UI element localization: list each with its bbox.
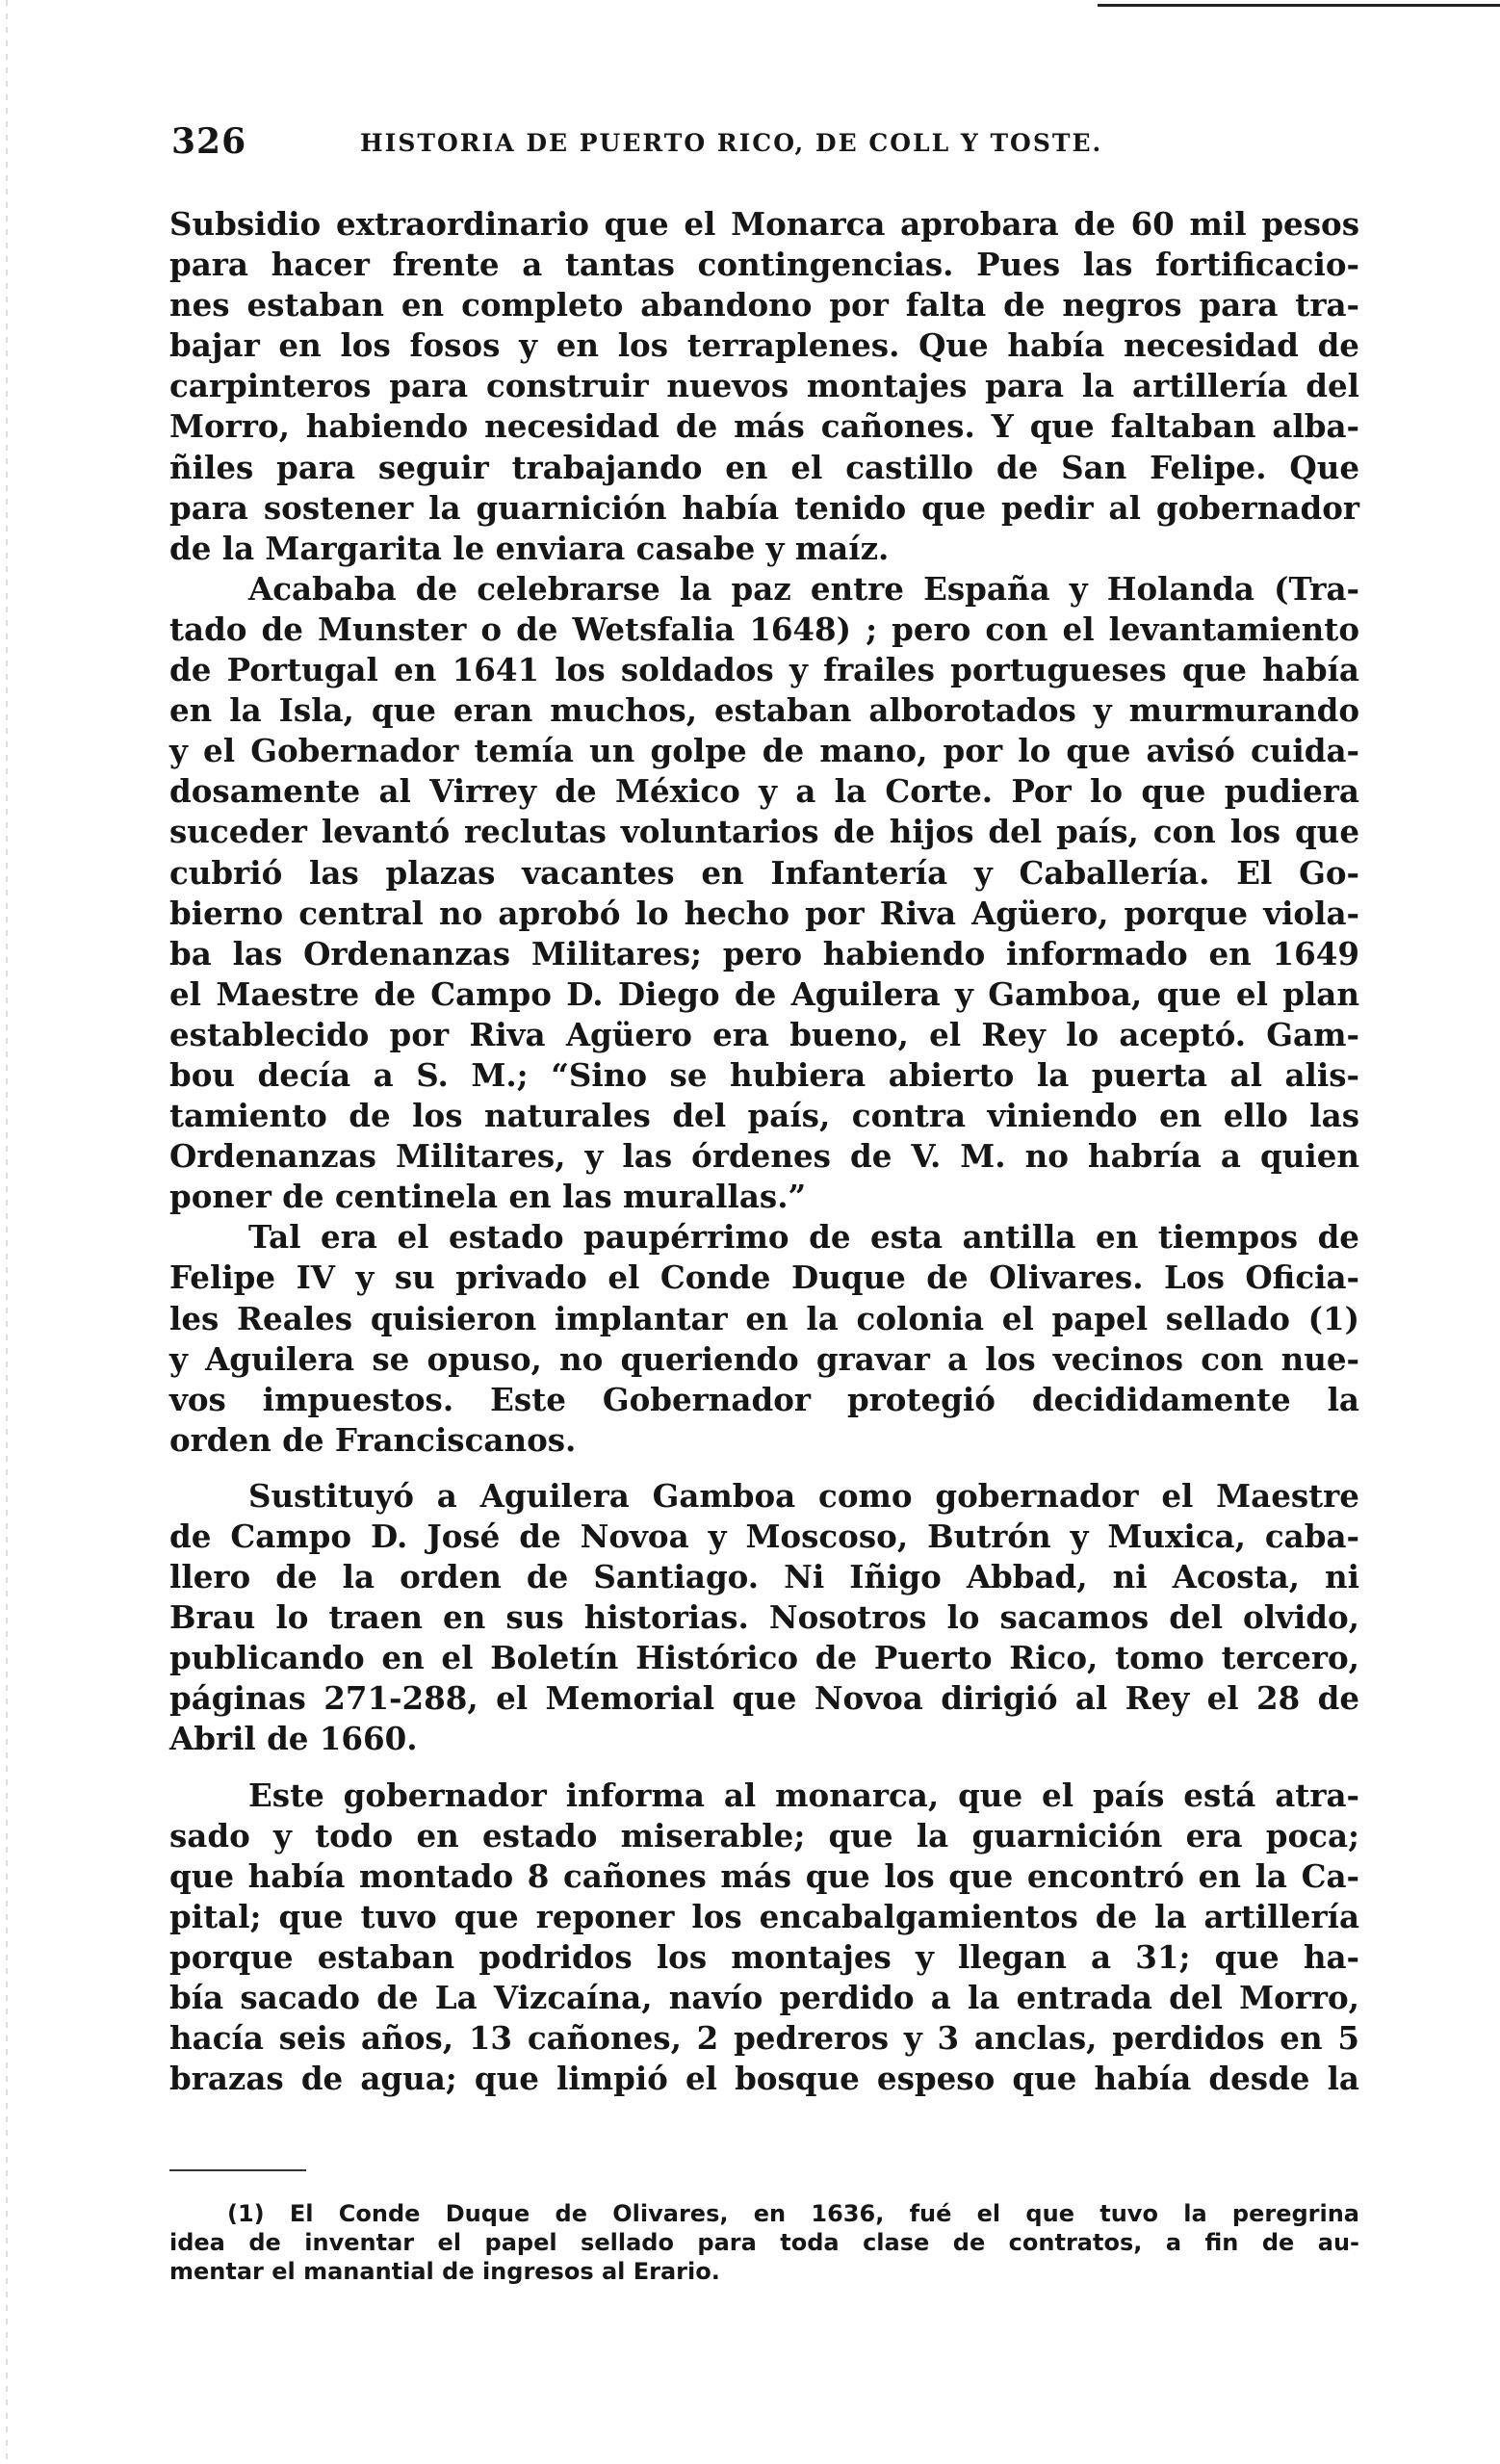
text-line: bierno central no aprobó lo hecho por Riva Agüero, porque viola- bbox=[169, 894, 1359, 932]
text-line: de Portugal en 1641 los soldados y frailes portugueses que había bbox=[169, 651, 1359, 689]
text-line: bou decía a S. M.; “Sino se hubiera abierto la puerta al alis- bbox=[169, 1055, 1359, 1094]
footnote-rule bbox=[169, 2169, 306, 2171]
text-line: orden de Franciscanos. bbox=[169, 1420, 577, 1459]
text-line: bajar en los fosos y en los terraplenes. Que había necesidad de bbox=[169, 326, 1359, 365]
page-left-edge bbox=[6, 0, 8, 2464]
text-line: cubrió las plazas vacantes en Infantería y Caballería. El Go- bbox=[169, 853, 1359, 892]
text-line: poner de centinela en las murallas.” bbox=[169, 1178, 807, 1216]
page-header bbox=[171, 121, 1356, 179]
page-number: 326 bbox=[171, 121, 247, 162]
text-line: Este gobernador informa al monarca, que el país está atra- bbox=[248, 1776, 1359, 1814]
text-line: hacía seis años, 13 cañones, 2 pedreros y 3 anclas, perdidos en 5 bbox=[169, 2019, 1359, 2058]
text-line: Tal era el estado paupérrimo de esta antilla en tiempos de bbox=[248, 1218, 1359, 1257]
text-line: sado y todo en estado miserable; que la guarnición era poca; bbox=[169, 1816, 1359, 1854]
text-line: carpinteros para construir nuevos montajes para la artillería del bbox=[169, 367, 1359, 405]
body-text bbox=[169, 204, 1359, 2099]
footnote-line: mentar el manantial de ingresos al Erario. bbox=[169, 2258, 720, 2285]
text-line: porque estaban podridos los montajes y llegan a 31; que ha- bbox=[169, 1937, 1359, 1976]
text-line: el Maestre de Campo D. Diego de Aguilera y Gamboa, que el plan bbox=[169, 974, 1359, 1013]
text-line: Felipe IV y su privado el Conde Duque de Olivares. Los Oficia- bbox=[169, 1258, 1359, 1297]
text-line: suceder levantó reclutas voluntarios de hijos del país, con los que bbox=[169, 813, 1359, 851]
text-line: tamiento de los naturales del país, contra viniendo en ello las bbox=[169, 1097, 1359, 1135]
text-line: Sustituyó a Aguilera Gamboa como gobernador el Maestre bbox=[248, 1476, 1359, 1515]
text-line: Abril de 1660. bbox=[169, 1720, 418, 1758]
text-line: dosamente al Virrey de México y a la Corte. Por lo que pudiera bbox=[169, 772, 1359, 811]
text-line: tado de Munster o de Wetsfalia 1648) ; pero con el levantamiento bbox=[169, 610, 1359, 648]
text-line: llero de la orden de Santiago. Ni Iñigo Abbad, ni Acosta, ni bbox=[169, 1558, 1359, 1596]
text-line: Brau lo traen en sus historias. Nosotros lo sacamos del olvido, bbox=[169, 1598, 1359, 1637]
footnote bbox=[169, 2199, 1359, 2286]
text-line: bía sacado de La Vizcaína, navío perdido a la entrada del Morro, bbox=[169, 1979, 1359, 2017]
running-head: HISTORIA DE PUERTO RICO, DE COLL Y TOSTE. bbox=[360, 129, 1103, 157]
text-line: de la Margarita le enviara casabe y maíz. bbox=[169, 529, 890, 567]
text-line: y Aguilera se opuso, no queriendo gravar a los vecinos con nue- bbox=[169, 1339, 1359, 1378]
text-line: brazas de agua; que limpió el bosque espeso que había desde la bbox=[169, 2060, 1359, 2098]
text-line: de Campo D. José de Novoa y Moscoso, Butrón y Muxica, caba- bbox=[169, 1517, 1359, 1555]
text-line: publicando en el Boletín Histórico de Puerto Rico, tomo tercero, bbox=[169, 1639, 1359, 1677]
footnote-line: (1) El Conde Duque de Olivares, en 1636, fué el que tuvo la peregrina bbox=[227, 2200, 1359, 2227]
text-line: pital; que tuvo que reponer los encabalgamientos de la artillería bbox=[169, 1897, 1359, 1935]
text-line: ñiles para seguir trabajando en el castillo de San Felipe. Que bbox=[169, 448, 1359, 486]
text-line: páginas 271-288, el Memorial que Novoa dirigió al Rey el 28 de bbox=[169, 1679, 1359, 1718]
footnote-line: idea de inventar el papel sellado para toda clase de contratos, a fin de au- bbox=[169, 2229, 1359, 2256]
text-line: establecido por Riva Agüero era bueno, el Rey lo aceptó. Gam- bbox=[169, 1015, 1359, 1053]
text-line: Subsidio extraordinario que el Monarca aprobara de 60 mil pesos bbox=[169, 205, 1359, 243]
text-line: nes estaban en completo abandono por falta de negros para tra- bbox=[169, 286, 1359, 324]
text-line: para hacer frente a tantas contingencias. Pues las fortificacio- bbox=[169, 246, 1359, 284]
text-line: Ordenanzas Militares, y las órdenes de V. M. no habría a quien bbox=[169, 1137, 1359, 1176]
text-line: en la Isla, que eran muchos, estaban alborotados y murmurando bbox=[169, 691, 1359, 730]
text-line: ba las Ordenanzas Militares; pero habiendo informado en 1649 bbox=[169, 934, 1359, 973]
top-edge-rule bbox=[1098, 4, 1500, 7]
text-line: Morro, habiendo necesidad de más cañones. Y que faltaban alba- bbox=[169, 407, 1359, 446]
text-line: que había montado 8 cañones más que los que encontró en la Ca- bbox=[169, 1856, 1359, 1895]
text-line: Acababa de celebrarse la paz entre España y Holanda (Tra- bbox=[248, 569, 1359, 608]
text-line: les Reales quisieron implantar en la colonia el papel sellado (1) bbox=[169, 1299, 1359, 1337]
text-line: para sostener la guarnición había tenido que pedir al gobernador bbox=[169, 488, 1359, 527]
text-line: y el Gobernador temía un golpe de mano, por lo que avisó cuida- bbox=[169, 732, 1359, 770]
text-line: vos impuestos. Este Gobernador protegió decididamente la bbox=[169, 1380, 1359, 1418]
